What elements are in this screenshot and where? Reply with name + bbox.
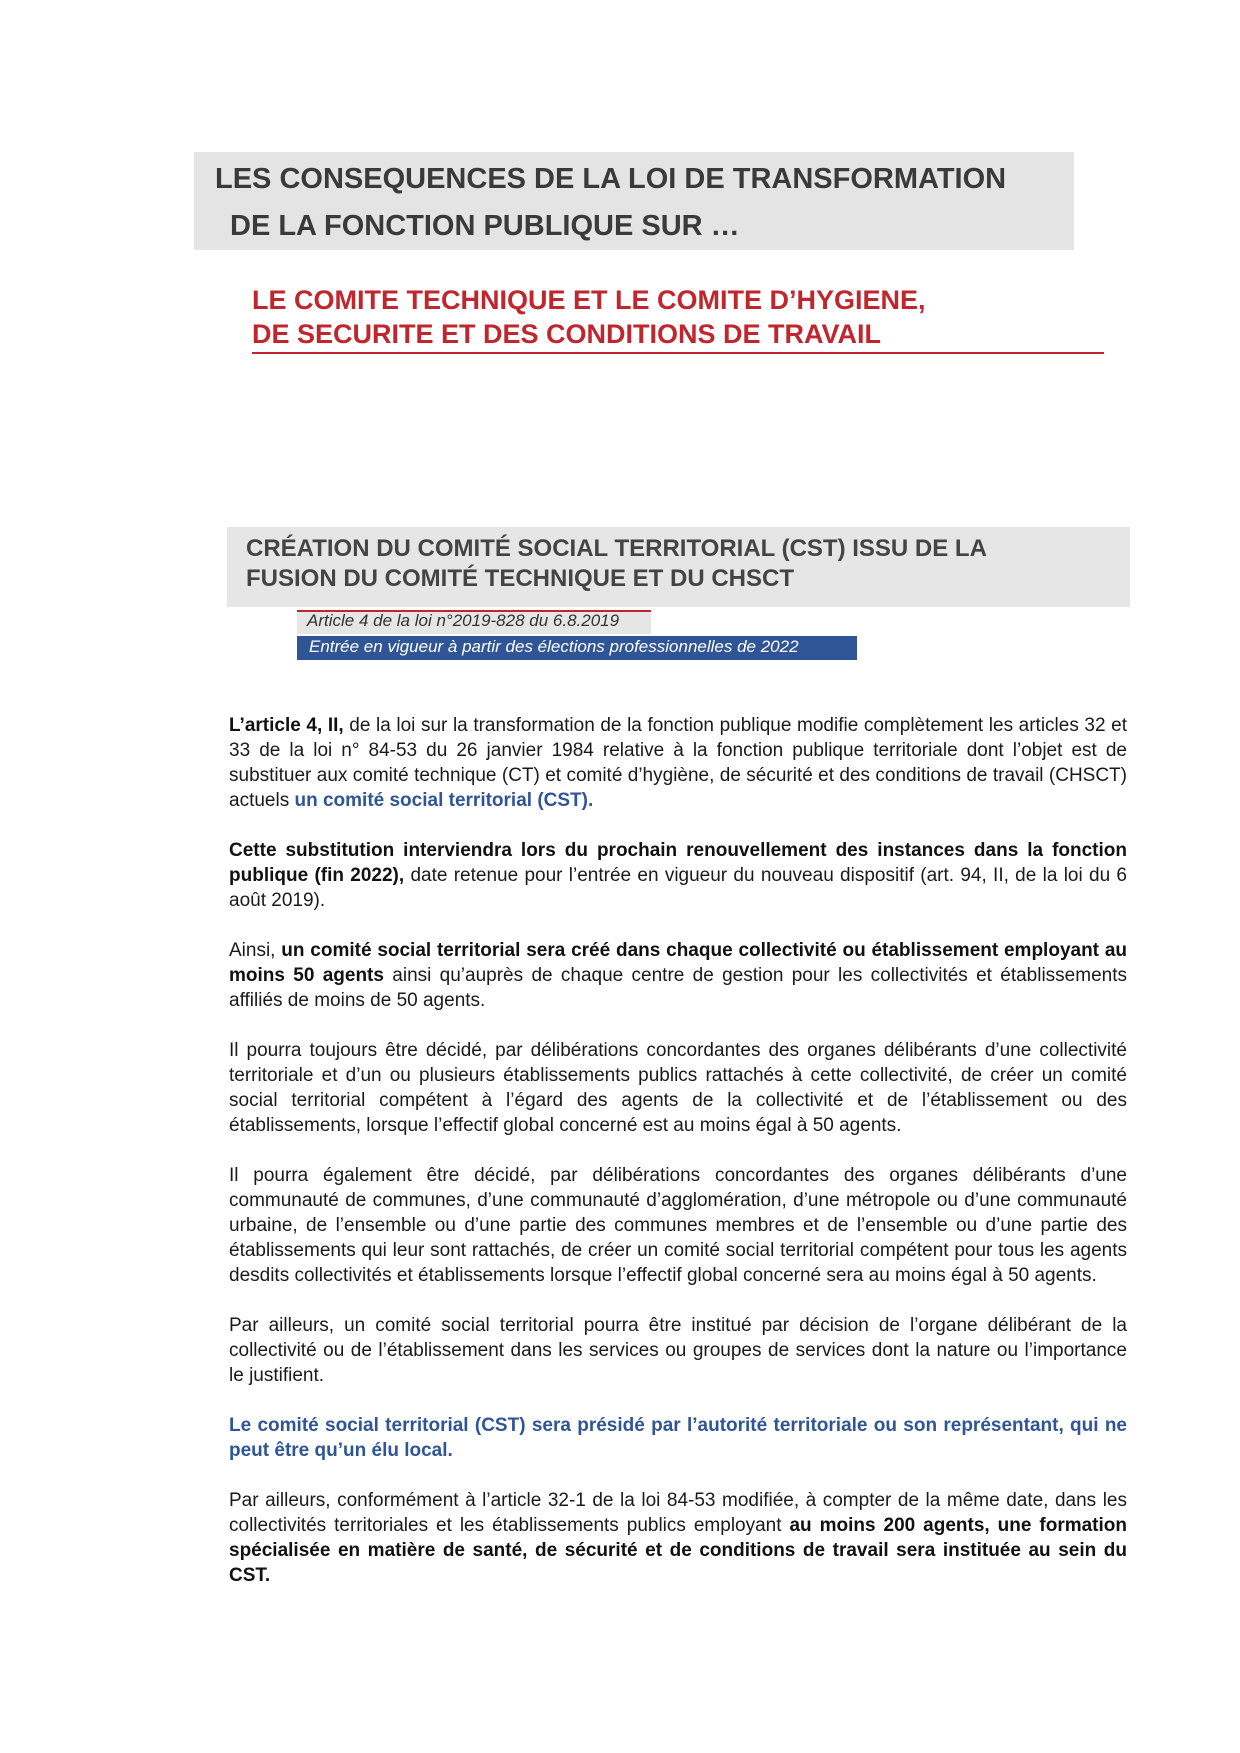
paragraph-8-bold: au moins 200 agents, une formation spécialisée en matière de santé, de sécurité et de conditions de travail sera instituée au sein du CST.: [229, 1515, 1127, 1586]
section-title-line1: CRÉATION DU COMITÉ SOCIAL TERRITORIAL (CST) ISSU DE LA: [246, 535, 987, 562]
paragraph-1-highlight: un comité social territorial (CST).: [294, 790, 594, 811]
section-title-line2: FUSION DU COMITÉ TECHNIQUE ET DU CHSCT: [246, 565, 795, 592]
main-title-line1: LES CONSEQUENCES DE LA LOI DE TRANSFORMATION: [215, 163, 1007, 195]
paragraph-8: [229, 1488, 1127, 1588]
paragraph-7: [229, 1413, 1127, 1463]
paragraph-3-bold: un comité social territorial sera créé dans chaque collectivité ou établissement employant au moins 50 agents: [229, 940, 1127, 986]
subtitle-line2: DE SECURITE ET DES CONDITIONS DE TRAVAIL: [252, 319, 882, 349]
paragraph-2: [229, 838, 1127, 913]
paragraph-7-highlight: Le comité social territorial (CST) sera présidé par l’autorité territoriale ou son représentant, qui ne peut être qu’un élu local.: [229, 1415, 1127, 1461]
body-text: [229, 713, 1127, 1613]
subtitle-line1: LE COMITE TECHNIQUE ET LE COMITE D’HYGIENE,: [252, 285, 926, 315]
paragraph-8-text: Par ailleurs, conformément à l’article 32-1 de la loi 84-53 modifiée, à compter de la même date, dans les collectivités territoriales et les établissements publics employant: [229, 1490, 1127, 1536]
paragraph-1-bold: L’article 4, II,: [229, 715, 344, 736]
subtitle-underline: [252, 352, 1104, 354]
paragraph-3-text-a: Ainsi,: [229, 940, 282, 961]
paragraph-3-text-b: ainsi qu’auprès de chaque centre de gestion pour les collectivités et établissements affiliés de moins de 50 agents.: [229, 965, 1127, 1011]
paragraph-6-text: Par ailleurs, un comité social territorial pourra être institué par décision de l’organe délibérant de la collectivité ou de l’établissement dans les services ou groupes de services dont la nature ou l’importance le justifient.: [229, 1315, 1127, 1386]
paragraph-2-text: date retenue pour l’entrée en vigueur du nouveau dispositif (art. 94, II, de la loi du 6 août 2019).: [229, 865, 1127, 911]
paragraph-4-text: Il pourra toujours être décidé, par délibérations concordantes des organes délibérants d’une collectivité territoriale et d’un ou plusieurs établissements publics rattachés à cette collectivité, de créer un comité social territorial compétent à l’égard des agents de la collectivité et de l’établissement ou des établissements, lorsque l’effectif global concerné est au moins égal à 50 agents.: [229, 1040, 1127, 1136]
paragraph-3: [229, 938, 1127, 1013]
paragraph-5-text: Il pourra également être décidé, par délibérations concordantes des organes délibérants d’une communauté de communes, d’une communauté d’agglomération, d’une métropole ou d’une communauté urbaine, de l’ensemble ou d’une partie des communes membres et de l’ensemble ou d’une partie des établissements qui leur sont rattachés, de créer un comité social territorial compétent pour tous les agents desdits collectivités et établissements lorsque l’effectif global concerné sera au moins égal à 50 agents.: [229, 1165, 1127, 1286]
paragraph-5: [229, 1163, 1127, 1288]
paragraph-6: [229, 1313, 1127, 1388]
paragraph-1-text: de la loi sur la transformation de la fonction publique modifie complètement les articles 32 et 33 de la loi n° 84-53 du 26 janvier 1984 relative à la fonction publique territoriale dont l’objet est de substituer aux comité technique (CT) et comité d’hygiène, de sécurité et des conditions de travail (CHSCT) actuels: [229, 715, 1127, 811]
paragraph-1: [229, 713, 1127, 813]
effective-date-text: Entrée en vigueur à partir des élections professionnelles de 2022: [309, 637, 799, 656]
paragraph-2-bold: Cette substitution interviendra lors du prochain renouvellement des instances dans la fonction publique (fin 2022),: [229, 840, 1127, 886]
article-reference: Article 4 de la loi n°2019-828 du 6.8.2019: [307, 611, 620, 630]
paragraph-4: [229, 1038, 1127, 1138]
main-title-line2: DE LA FONCTION PUBLIQUE SUR …: [230, 210, 740, 242]
